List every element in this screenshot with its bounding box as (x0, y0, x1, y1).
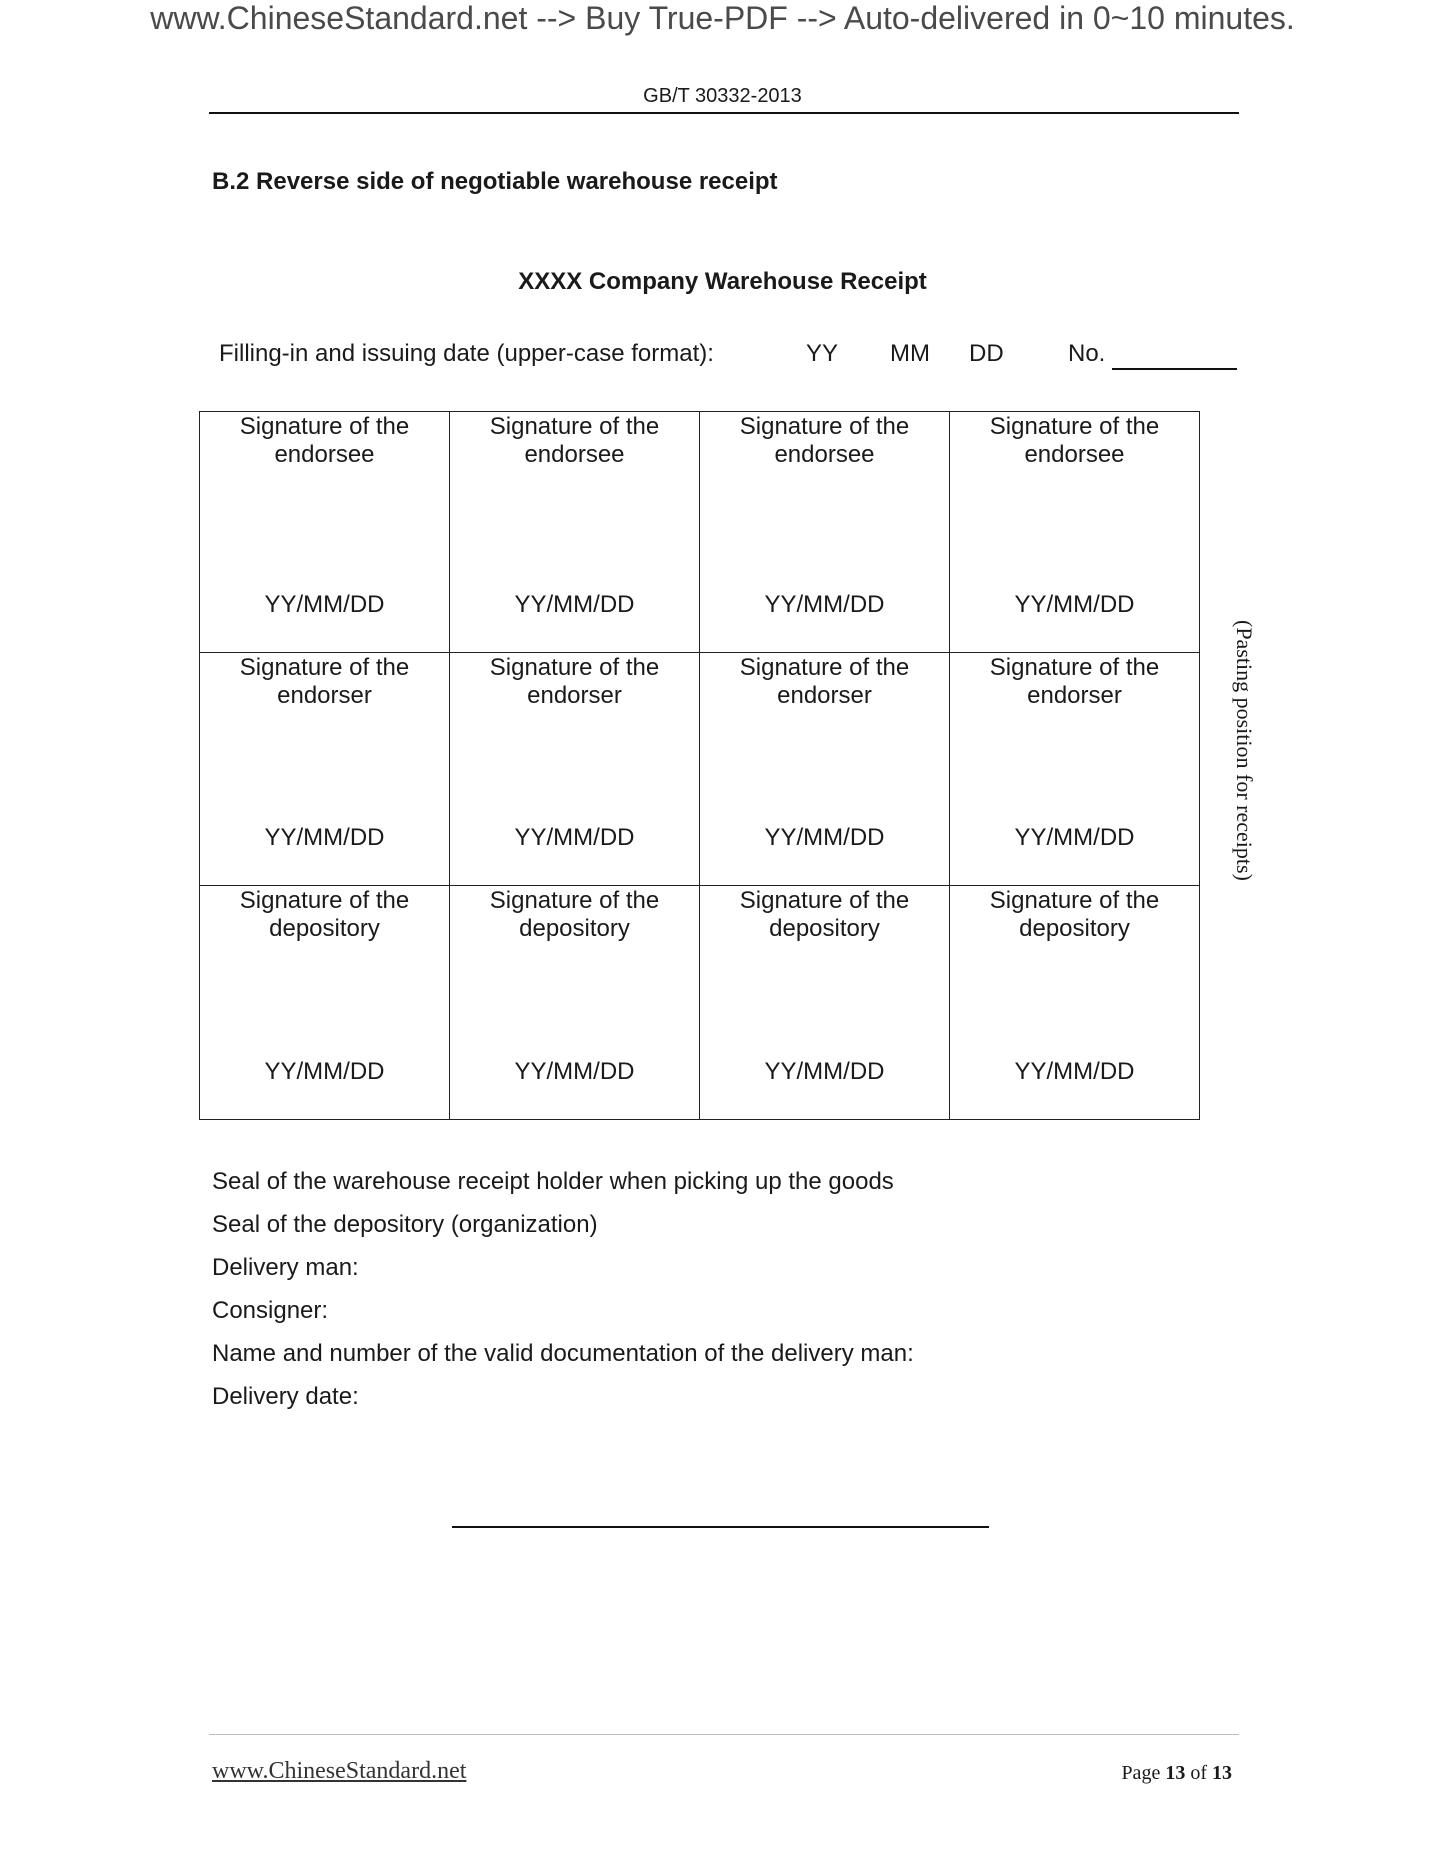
cell-label: Signature of the endorsee (739, 413, 910, 468)
header-rule (209, 112, 1239, 114)
signature-cell (200, 412, 450, 653)
field-delivery-man: Delivery man: (212, 1254, 359, 1281)
section-heading: B.2 Reverse side of negotiable warehouse receipt (212, 168, 778, 195)
signature-cell (200, 886, 450, 1120)
cell-label: Signature of the endorser (739, 654, 910, 709)
end-rule (452, 1526, 989, 1528)
cell-date: YY/MM/DD (1014, 824, 1135, 851)
page-of: of (1190, 1762, 1207, 1784)
date-row (219, 340, 1239, 374)
signature-cell (950, 412, 1200, 653)
depository-row (200, 886, 1200, 1120)
cell-date: YY/MM/DD (764, 591, 885, 618)
date-yy: YY (806, 340, 839, 367)
cell-label: Signature of the depository (739, 887, 910, 942)
field-consigner: Consigner: (212, 1297, 329, 1324)
cell-label: Signature of the endorser (989, 654, 1160, 709)
pasting-position-note: (Pasting position for receipts) (1232, 620, 1257, 881)
cell-label: Signature of the endorsee (489, 413, 660, 468)
signature-cell (450, 653, 700, 886)
cell-date: YY/MM/DD (264, 1058, 385, 1085)
cell-date: YY/MM/DD (514, 824, 635, 851)
number-blank-line (1112, 368, 1237, 370)
endorser-row (200, 653, 1200, 886)
cell-label: Signature of the endorser (489, 654, 660, 709)
signature-cell (700, 412, 950, 653)
footer-rule (209, 1734, 1239, 1735)
endorsee-row (200, 412, 1200, 653)
cell-date: YY/MM/DD (514, 591, 635, 618)
cell-date: YY/MM/DD (1014, 591, 1135, 618)
cell-label: Signature of the endorser (239, 654, 410, 709)
standard-code: GB/T 30332-2013 (643, 85, 802, 107)
page-total: 13 (1212, 1762, 1232, 1784)
receipt-title: XXXX Company Warehouse Receipt (518, 268, 927, 295)
cell-date: YY/MM/DD (764, 1058, 885, 1085)
field-holder-seal: Seal of the warehouse receipt holder when picking up the goods (212, 1168, 894, 1195)
page-prefix: Page (1121, 1762, 1161, 1784)
footer-site-link[interactable]: www.ChineseStandard.net (212, 1758, 467, 1784)
cell-label: Signature of the depository (239, 887, 410, 942)
field-documentation: Name and number of the valid documentation of the delivery man: (212, 1340, 914, 1367)
signature-cell (450, 412, 700, 653)
signature-grid (199, 411, 1200, 1120)
signature-cell (200, 653, 450, 886)
cell-label: Signature of the endorsee (239, 413, 410, 468)
cell-label: Signature of the depository (489, 887, 660, 942)
cell-label: Signature of the depository (989, 887, 1160, 942)
signature-cell (950, 886, 1200, 1120)
field-depository-seal: Seal of the depository (organization) (212, 1211, 598, 1238)
page-current: 13 (1165, 1762, 1186, 1784)
date-dd: DD (969, 340, 1004, 367)
field-delivery-date: Delivery date: (212, 1383, 359, 1410)
cell-date: YY/MM/DD (264, 824, 385, 851)
number-label: No. (1068, 340, 1106, 367)
signature-cell (950, 653, 1200, 886)
promo-banner: www.ChineseStandard.net --> Buy True-PDF --> Auto-delivered in 0~10 minutes. (150, 0, 1295, 36)
cell-date: YY/MM/DD (264, 591, 385, 618)
delivery-fields (212, 1160, 914, 1418)
page-indicator (1121, 1762, 1232, 1785)
signature-cell (450, 886, 700, 1120)
cell-date: YY/MM/DD (514, 1058, 635, 1085)
cell-date: YY/MM/DD (1014, 1058, 1135, 1085)
signature-cell (700, 653, 950, 886)
date-label: Filling-in and issuing date (upper-case format): (219, 340, 714, 367)
cell-label: Signature of the endorsee (989, 413, 1160, 468)
cell-date: YY/MM/DD (764, 824, 885, 851)
signature-cell (700, 886, 950, 1120)
date-mm: MM (890, 340, 930, 367)
